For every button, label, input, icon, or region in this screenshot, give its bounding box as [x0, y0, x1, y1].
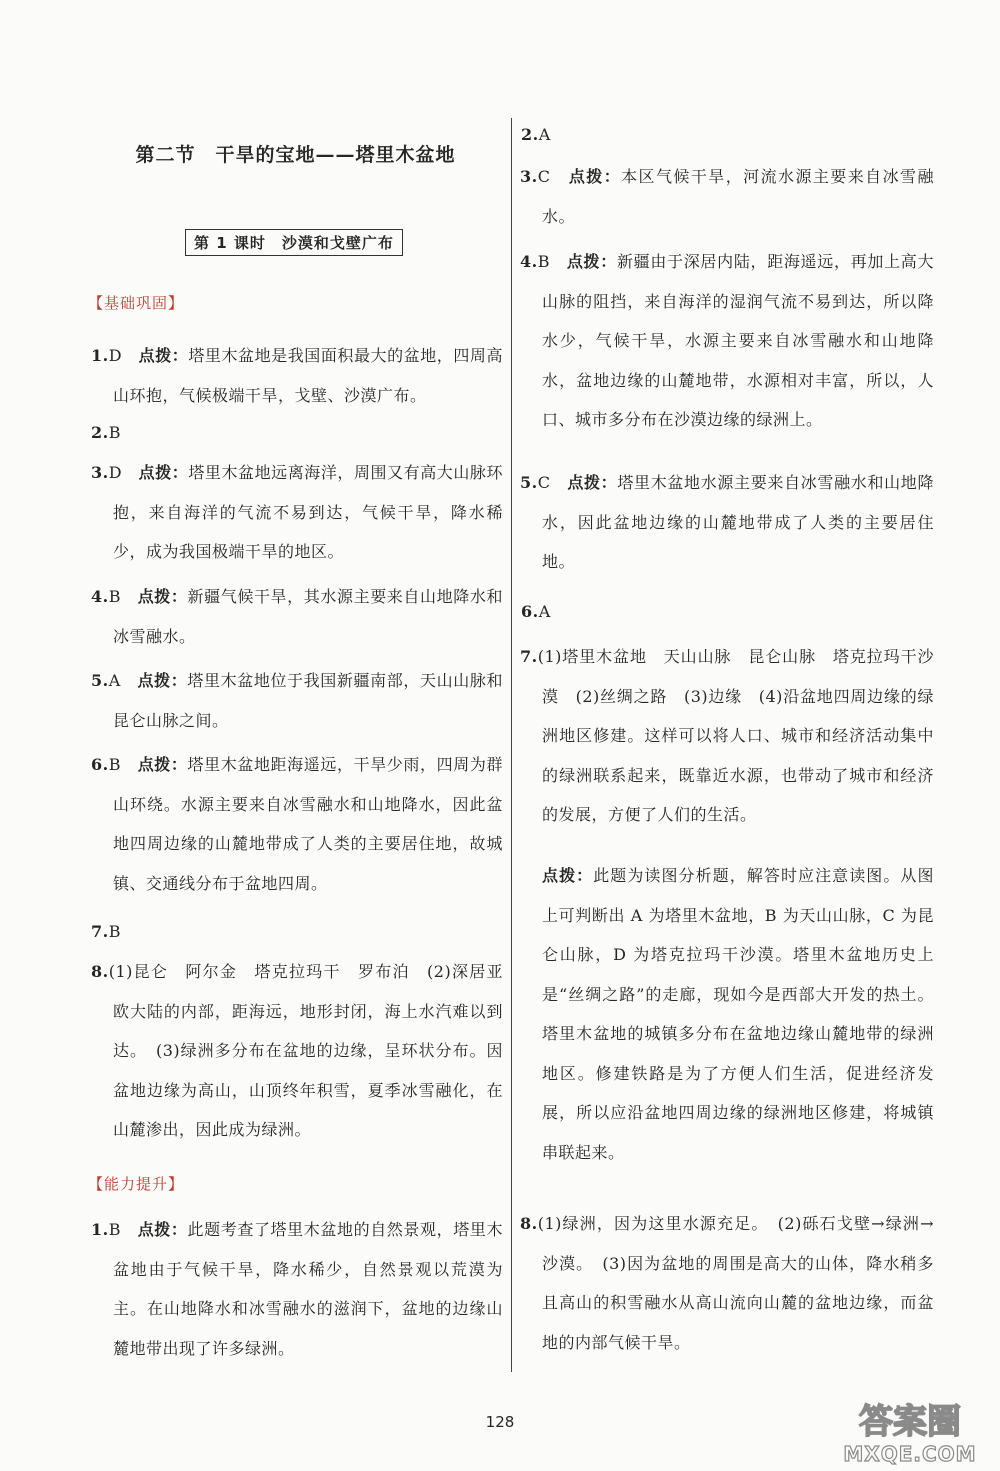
answer-item: 5.C 点拨：塔里木盆地水源主要来自冰雪融水和山地降水，因此盆地边缘的山麓地带成了人类的主要居住地。 [520, 473, 934, 571]
page-number: 128 [485, 1413, 515, 1431]
answer-item: 6.A [521, 602, 551, 621]
answer-item: 5.A 点拨：塔里木盆地位于我国新疆南部，天山山脉和昆仑山脉之间。 [91, 671, 503, 730]
answer-item: 3.D 点拨：塔里木盆地远离海洋，周围又有高大山脉环抱，来自海洋的气流不易到达，气候干旱，降水稀少，成为我国极端干旱的地区。 [91, 463, 503, 561]
answer-item: 1.B 点拨：此题考查了塔里木盆地的自然景观，塔里木盆地由于气候干旱，降水稀少，自然景观以荒漠为主。在山地降水和冰雪融水的滋润下，盆地的边缘山麓地带出现了许多绿洲。 [91, 1220, 503, 1358]
answer-item: 6.B 点拨：塔里木盆地距海遥远，干旱少雨，四周为群山环绕。水源主要来自冰雪融水和山地降水，因此盆地四周边缘的山麓地带成了人类的主要居住地，故城镇、交通线分布于盆地四周。 [91, 755, 503, 893]
watermark-logo [830, 1395, 990, 1467]
answer-item: 4.B 点拨：新疆气候干旱，其水源主要来自山地降水和冰雪融水。 [91, 587, 503, 646]
watermark-text: 答案圈 [859, 1402, 961, 1442]
answer-item: 4.B 点拨：新疆由于深居内陆，距海遥远，再加上高大山脉的阻挡，来自海洋的湿润气流不易到达，所以降水少，气候干旱，水源主要来自冰雪融水和山地降水，盆地边缘的山麓地带，水源相对丰富，所以，人口、城市多分布在沙漠边缘的绿洲上。 [520, 252, 934, 429]
section-basic: 【基础巩固】 [88, 294, 185, 312]
answer-item: 8.(1)绿洲，因为这里水源充足。 (2)砾石戈壁→绿洲→沙漠。 (3)因为盆地的周围是高大的山体，降水稍多且高山的积雪融水从高山流向山麓的盆地边缘，而盆地的内部气候干旱。 [520, 1214, 934, 1352]
answer-item: 3.C 点拨：本区气候干旱，河流水源主要来自冰雪融水。 [520, 167, 934, 226]
answer-item: 8.(1)昆仑 阿尔金 塔克拉玛干 罗布泊 (2)深居亚欧大陆的内部，距海远，地形封闭，海上水汽难以到达。 (3)绿洲多分布在盆地的边缘，呈环状分布。因盆地边缘为高山，山顶终年积雪，夏季冰雪融化，在山麓渗出，因此成为绿洲。 [91, 962, 503, 1139]
answer-item: 2.A [521, 125, 551, 144]
answer-item: 7.B [91, 922, 121, 941]
answer-item: 7.(1)塔里木盆地 天山山脉 昆仑山脉 塔克拉玛干沙漠 (2)丝绸之路 (3)边缘 (4)沿盆地四周边缘的绿洲地区修建。这样可以将人口、城市和经济活动集中的绿洲联系起来，既靠近水源，也带动了城市和经济的发展，方便了人们的生活。 [520, 647, 934, 824]
section-title: 第二节 干旱的宝地——塔里木盆地 [135, 144, 456, 166]
lesson-subtitle: 第 1 课时 沙漠和戈壁广布 [185, 229, 403, 256]
column-divider [511, 118, 512, 1372]
answer-item: 2.B [91, 423, 121, 442]
section-ability: 【能力提升】 [88, 1175, 185, 1193]
watermark-url: MXQE.COM [843, 1442, 977, 1466]
answer-hint: 点拨：此题为读图分析题，解答时应注意读图。从图上可判断出 A 为塔里木盆地，B 为天山山脉，C 为昆仑山脉，D 为塔克拉玛干沙漠。塔里木盆地历史上是“丝绸之路”的走廊，现如今是西部大开发的热土。塔里木盆地的城镇多分布在盆地边缘山麓地带的绿洲地区。修建铁路是为了方便人们生活，促进经济发展，所以应沿盆地四周边缘的绿洲地区修建，将城镇串联起来。 [542, 866, 934, 1162]
answer-item: 1.D 点拨：塔里木盆地是我国面积最大的盆地，四周高山环抱，气候极端干旱，戈壁、沙漠广布。 [91, 346, 503, 405]
